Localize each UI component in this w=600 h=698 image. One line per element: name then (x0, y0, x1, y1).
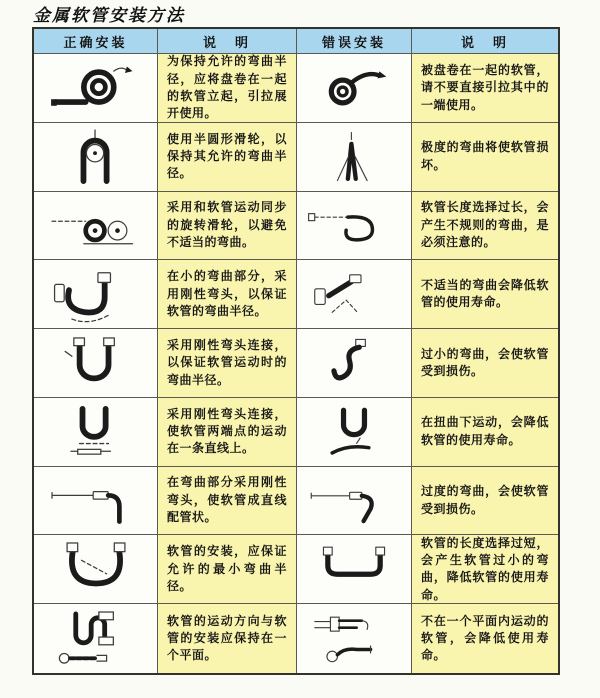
installation-table (32, 27, 560, 675)
table-row-3-correct-image (34, 192, 158, 261)
table-row-3-wrong-desc: 软管长度选择过长，会产生不规则的弯曲，是必须注意的。 (412, 192, 558, 261)
table-row-6-correct-image (34, 398, 158, 467)
table-row-5-wrong-desc: 过小的弯曲，会使软管受到损伤。 (412, 329, 558, 398)
table-row-1-wrong-image (297, 54, 412, 123)
table-row-2-wrong-desc: 极度的弯曲将使软管损坏。 (412, 123, 558, 192)
over-bent-elbow-icon (306, 472, 402, 530)
hose-too-long-irregular-loop-icon (306, 196, 402, 254)
u-hose-inline-motion-icon (43, 402, 149, 462)
table-row-4-wrong-desc: 不适当的弯曲会降低软管的使用寿命。 (412, 260, 558, 329)
too-short-flat-u-icon (306, 539, 402, 599)
u-hose-twisted-motion-icon (306, 402, 402, 462)
straight-run-rigid-elbow-icon (43, 472, 149, 530)
table-row-7-wrong-image (297, 467, 412, 536)
hose-extreme-sharp-bend-icon (306, 127, 402, 187)
table-row-8-wrong-image (297, 535, 412, 604)
hose-motion-out-of-plane-icon (306, 606, 402, 672)
rigid-elbow-u-connection-icon (43, 333, 149, 393)
table-row-8-wrong-desc: 软管的长度选择过短，会产生软管过小的弯曲，降低软管的使用寿命。 (412, 535, 558, 604)
table-row-5-wrong-image (297, 329, 412, 398)
table-row-9-wrong-image (297, 604, 412, 673)
table-row-1-correct-image (34, 54, 158, 123)
synchronized-rotating-pulleys-icon (43, 196, 149, 254)
improper-sharp-bend-fittings-icon (306, 264, 402, 324)
table-row-3-correct-desc: 采用和软管运动同步的旋转滑轮，以避免不适当的弯曲。 (158, 192, 297, 261)
table-row-5-correct-desc: 采用刚性弯头连接，以保证软管运动时的弯曲半径。 (158, 329, 297, 398)
table-row-3-wrong-image (297, 192, 412, 261)
table-row-2-correct-image (34, 123, 158, 192)
too-small-s-bend-icon (306, 333, 402, 393)
header-description-left: 说 明 (158, 29, 297, 54)
table-row-7-correct-desc: 在弯曲部分采用刚性弯头，使软管成直线配管状。 (158, 467, 297, 536)
table-row-4-wrong-image (297, 260, 412, 329)
table-row-6-correct-desc: 采用刚性弯头连接，使软管两端点的运动在一条直线上。 (158, 398, 297, 467)
header-description-right: 说 明 (412, 29, 558, 54)
table-row-7-wrong-desc: 过度的弯曲，会使软管受到损伤。 (412, 467, 558, 536)
table-row-8-correct-desc: 软管的安装，应保证允许的最小弯曲半径。 (158, 535, 297, 604)
coiled-hose-pulled-icon (306, 59, 402, 117)
table-row-9-wrong-desc: 不在一个平面内运动的软管，会降低使用寿命。 (412, 604, 558, 673)
table-row-1-correct-desc: 为保持允许的弯曲半径，应将盘卷在一起的软管立起，引拉展开使用。 (158, 54, 297, 123)
table-row-6-wrong-desc: 在扭曲下运动，会降低软管的使用寿命。 (412, 398, 558, 467)
table-row-5-correct-image (34, 329, 158, 398)
rigid-elbow-at-small-bend-icon (43, 264, 149, 324)
page-title: 金属软管安装方法 (33, 6, 185, 26)
hose-over-semicircular-pulley-icon (43, 127, 149, 187)
coiled-hose-upright-icon (43, 59, 149, 117)
table-row-4-correct-image (34, 260, 158, 329)
table-row-4-correct-desc: 在小的弯曲部分，采用刚性弯头，以保证软管的弯曲半径。 (158, 260, 297, 329)
table-row-9-correct-image (34, 604, 158, 673)
table-row-9-correct-desc: 软管的运动方向与软管的安装应保持在一个平面。 (158, 604, 297, 673)
hose-motion-in-one-plane-icon (43, 606, 149, 672)
table-row-8-correct-image (34, 535, 158, 604)
table-row-2-correct-desc: 使用半圆形滑轮，以保持其允许的弯曲半径。 (158, 123, 297, 192)
table-row-1-wrong-desc: 被盘卷在一起的软管，请不要直接引拉其中的一端使用。 (412, 54, 558, 123)
header-correct-install: 正确安装 (34, 29, 158, 54)
table-row-7-correct-image (34, 467, 158, 536)
table-row-6-wrong-image (297, 398, 412, 467)
deep-u-minimum-bend-radius-icon (43, 539, 149, 599)
header-wrong-install: 错误安装 (297, 29, 412, 54)
table-row-2-wrong-image (297, 123, 412, 192)
